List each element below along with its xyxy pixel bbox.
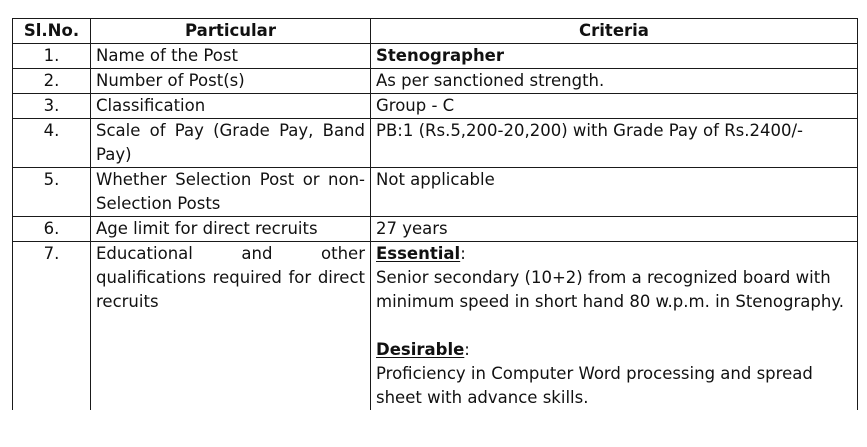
recruitment-rules-table bbox=[12, 18, 858, 410]
row-sl-no: 7. bbox=[13, 242, 91, 411]
section-spacer bbox=[376, 314, 852, 338]
row-particular: Educational and other qualifications required for direct recruits bbox=[91, 242, 371, 411]
table-row bbox=[13, 217, 858, 242]
table-row bbox=[13, 69, 858, 94]
table-row bbox=[13, 242, 858, 411]
row-criteria: Stenographer bbox=[371, 44, 858, 69]
row-criteria: As per sanctioned strength. bbox=[371, 69, 858, 94]
row-particular: Name of the Post bbox=[91, 44, 371, 69]
row-particular: Scale of Pay (Grade Pay, Band Pay) bbox=[91, 119, 371, 168]
table-row bbox=[13, 119, 858, 168]
table-row bbox=[13, 94, 858, 119]
table-row bbox=[13, 168, 858, 217]
row-particular: Number of Post(s) bbox=[91, 69, 371, 94]
row-particular: Whether Selection Post or non-Selection Posts bbox=[91, 168, 371, 217]
row-criteria: Group - C bbox=[371, 94, 858, 119]
row-sl-no: 3. bbox=[13, 94, 91, 119]
header-criteria: Criteria bbox=[371, 19, 858, 44]
row-sl-no: 4. bbox=[13, 119, 91, 168]
row-sl-no: 6. bbox=[13, 217, 91, 242]
row-sl-no: 1. bbox=[13, 44, 91, 69]
desirable-text: Proficiency in Computer Word processing and spread sheet with advance skills. bbox=[376, 364, 813, 407]
row-criteria-qualifications bbox=[371, 242, 858, 411]
row-particular: Classification bbox=[91, 94, 371, 119]
row-particular: Age limit for direct recruits bbox=[91, 217, 371, 242]
row-criteria: Not applicable bbox=[371, 168, 858, 217]
row-sl-no: 2. bbox=[13, 69, 91, 94]
header-particular: Particular bbox=[91, 19, 371, 44]
essential-colon: : bbox=[460, 244, 466, 263]
table-row bbox=[13, 44, 858, 69]
essential-text: Senior secondary (10+2) from a recognized board with minimum speed in short hand 80 w.p.m. in Stenography. bbox=[376, 268, 844, 311]
essential-heading bbox=[376, 242, 852, 266]
desirable-label: Desirable bbox=[376, 340, 465, 359]
row-sl-no: 5. bbox=[13, 168, 91, 217]
row-criteria: 27 years bbox=[371, 217, 858, 242]
desirable-colon: : bbox=[464, 340, 470, 359]
header-sl-no: Sl.No. bbox=[13, 19, 91, 44]
essential-label: Essential bbox=[376, 244, 461, 263]
desirable-heading bbox=[376, 338, 852, 362]
header-row bbox=[13, 19, 858, 44]
row-criteria: PB:1 (Rs.5,200-20,200) with Grade Pay of Rs.2400/- bbox=[371, 119, 858, 168]
